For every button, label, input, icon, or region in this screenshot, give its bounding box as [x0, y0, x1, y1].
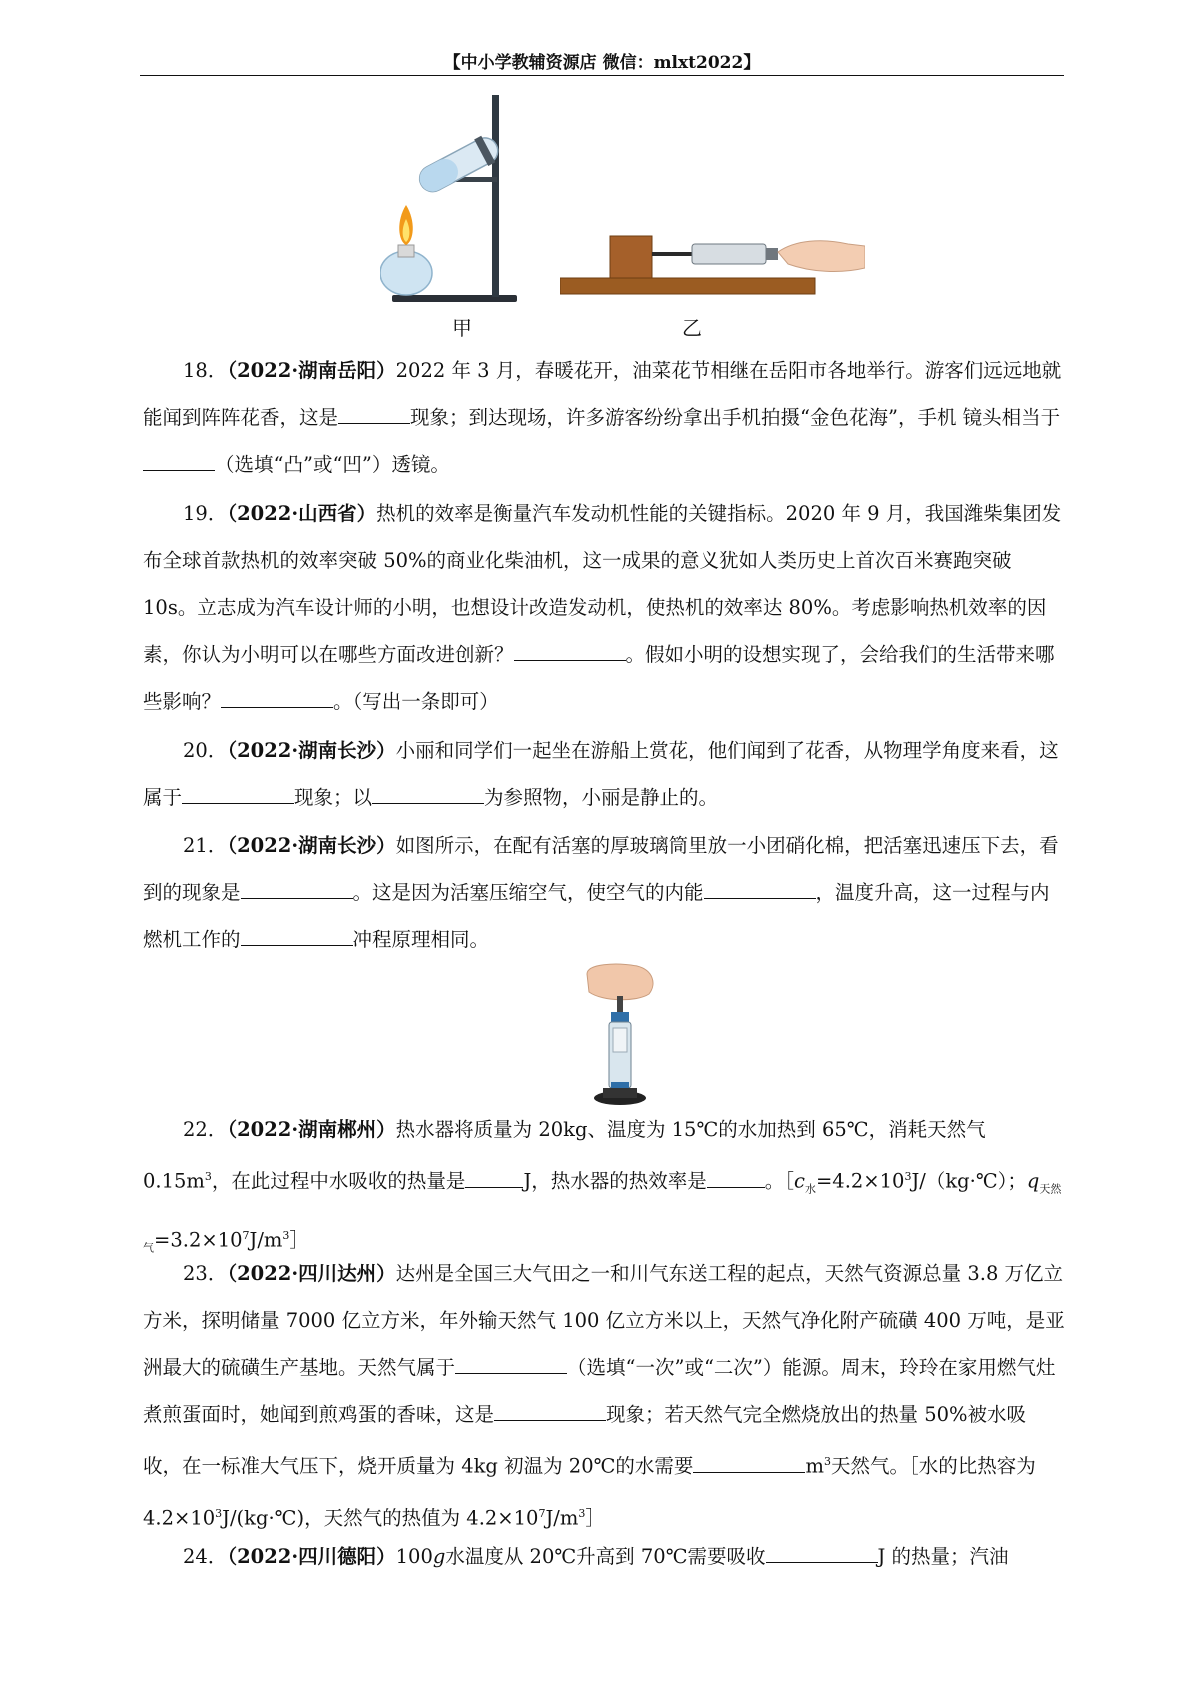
question-source: （2022·山西省）: [227, 502, 377, 525]
question-text: 小丽和同学们一起坐在游船上赏花，他们闻到了花香，从物理学角度来看，这属于: [143, 739, 1059, 809]
page-header: 【中小学教辅资源店 微信：mlxt2022】: [443, 53, 761, 73]
answer-blank[interactable]: [241, 925, 353, 946]
answer-blank[interactable]: [494, 1400, 606, 1421]
answer-blank[interactable]: [455, 1353, 567, 1374]
question-source: （2022·湖南岳阳）: [227, 359, 396, 382]
figure-caption-yi: 乙: [682, 316, 702, 340]
subscript: 水: [804, 1182, 816, 1196]
answer-blank[interactable]: [241, 878, 353, 899]
question-text: J 的热量；汽油: [877, 1545, 1009, 1568]
question-text: 现象；到达现场，许多游客纷纷拿出手机拍摄“金色花海”，手机 镜头相当于: [410, 406, 1061, 429]
subscript: 天然气: [143, 1182, 1062, 1255]
answer-blank[interactable]: [221, 687, 333, 708]
question-text: （选填“一次”或“二次”）能源。周末，玲玲在家用燃气灶煮煎蛋面时，她闻到煎鸡蛋的香味，这是: [143, 1356, 1056, 1426]
question-text: 2022 年 3 月，春暖花开，油菜花节相继在岳阳市各地举行。游客们远远地就能闻到阵阵花香，这是: [143, 359, 1062, 429]
question-text: m: [805, 1454, 824, 1478]
question-text: ，在此过程中水吸收的热量是: [211, 1169, 466, 1193]
figure-yi-syringe-block: [560, 232, 865, 300]
answer-blank[interactable]: [514, 640, 626, 661]
answer-blank[interactable]: [465, 1167, 523, 1188]
question-22: [143, 1106, 1065, 1272]
symbol-g: g: [432, 1545, 446, 1568]
question-text: ］: [289, 1228, 309, 1252]
question-text: J，热水器的热效率是: [523, 1169, 707, 1193]
answer-blank[interactable]: [704, 878, 816, 899]
question-text: J/（kg·℃）；: [911, 1169, 1027, 1193]
question-text: 如图所示，在配有活塞的厚玻璃筒里放一小团硝化棉，把活塞迅速压下去，看到的现象是: [143, 834, 1059, 904]
question-text: J/m: [545, 1506, 579, 1529]
superscript: 3: [204, 1170, 212, 1183]
question-source: （2022·四川达州）: [227, 1262, 396, 1285]
question-text: 水温度从 20℃升高到 70℃需要吸收: [445, 1545, 766, 1568]
superscript: 3: [215, 1506, 223, 1520]
question-text: 。（写出一条即可）: [333, 690, 499, 713]
question-18: [143, 347, 1065, 488]
question-number: 20．: [183, 739, 228, 762]
question-number: 21．: [183, 834, 228, 857]
question-text: 现象；若天然气完全燃烧放出的热量 50%被水吸收，在一标准大气压下，烧开质量为 4kg 初温为 20℃的水需要: [143, 1403, 1027, 1478]
question-number: 22．: [183, 1118, 228, 1141]
answer-blank[interactable]: [143, 450, 215, 471]
answer-blank[interactable]: [707, 1167, 765, 1188]
question-text: 。假如小明的设想实现了，会给我们的生活带来哪些影响？: [143, 643, 1055, 713]
superscript: 3: [904, 1170, 912, 1183]
question-text: 。［: [764, 1169, 795, 1193]
symbol-q: q: [1026, 1169, 1040, 1193]
question-text: J/(kg·℃)，天然气的热值为 4.2×10: [222, 1506, 539, 1529]
answer-blank[interactable]: [372, 783, 484, 804]
question-number: 19．: [183, 502, 228, 525]
question-text: =4.2×10: [815, 1169, 905, 1193]
question-text: 冲程原理相同。: [352, 928, 490, 951]
answer-blank[interactable]: [766, 1542, 878, 1563]
question-20: [143, 727, 1065, 821]
superscript: 7: [538, 1506, 546, 1520]
superscript: 3: [823, 1455, 831, 1468]
question-number: 18．: [183, 359, 228, 382]
question-text: 。这是因为活塞压缩空气，使空气的内能: [352, 881, 704, 904]
question-text: 为参照物，小丽是静止的。: [484, 786, 719, 809]
answer-blank[interactable]: [693, 1452, 805, 1473]
question-text: ］: [585, 1506, 605, 1529]
question-text: ，温度升高，这一过程与内燃机工作的: [143, 881, 1050, 951]
question-text: 热机的效率是衡量汽车发动机性能的关键指标。2020 年 9 月，我国潍柴集团发布全球首款热机的效率突破 50%的商业化柴油机，这一成果的意义犹如人类历史上首次百米赛跑突破 10s。立志成为汽车设计师的小明，也想设计改造发动机，使热机的效率达 80%。考虑影响热机效率的因素，你认为小明可以在哪些方面改进创新？: [143, 502, 1062, 666]
question-number: 24．: [183, 1545, 228, 1568]
question-text: （选填“凸”或“凹”）透镜。: [215, 453, 450, 476]
header-rule: [140, 75, 1064, 76]
question-21: [143, 822, 1065, 963]
superscript: 7: [242, 1229, 250, 1243]
question-text: 达州是全国三大气田之一和川气东送工程的起点，天然气资源总量 3.8 万亿立方米，探明储量 7000 亿立方米，年外输天然气 100 亿立方米以上，天然气净化附产硫磺 400 万吨，是亚洲最大的硫磺生产基地。天然气属于: [143, 1262, 1065, 1379]
figure-compressed-air-cylinder: [575, 962, 665, 1112]
figure-jia-heating-tube: [380, 95, 530, 310]
question-23: [143, 1250, 1065, 1541]
question-19: [143, 490, 1065, 725]
question-text: =3.2×10: [154, 1228, 243, 1252]
figure-caption-jia: 甲: [452, 316, 472, 340]
superscript: 3: [578, 1506, 586, 1520]
question-text: 现象；以: [294, 786, 373, 809]
question-number: 23．: [183, 1262, 228, 1285]
question-source: （2022·湖南长沙）: [227, 739, 396, 762]
symbol-c: c: [794, 1169, 805, 1193]
question-source: （2022·四川德阳）: [227, 1545, 396, 1568]
question-text: 天然气。［水的比热容为 4.2×10: [143, 1454, 1036, 1529]
answer-blank[interactable]: [338, 403, 410, 424]
question-24: [143, 1533, 1065, 1580]
question-source: （2022·湖南郴州）: [227, 1118, 396, 1141]
question-text: 100: [395, 1545, 433, 1568]
question-source: （2022·湖南长沙）: [227, 834, 396, 857]
question-text: 热水器将质量为 20kg、温度为 15℃的水加热到 65℃，消耗天然气 0.15m: [143, 1118, 986, 1193]
superscript: 3: [282, 1229, 290, 1243]
answer-blank[interactable]: [182, 783, 294, 804]
question-text: J/m: [249, 1228, 283, 1252]
